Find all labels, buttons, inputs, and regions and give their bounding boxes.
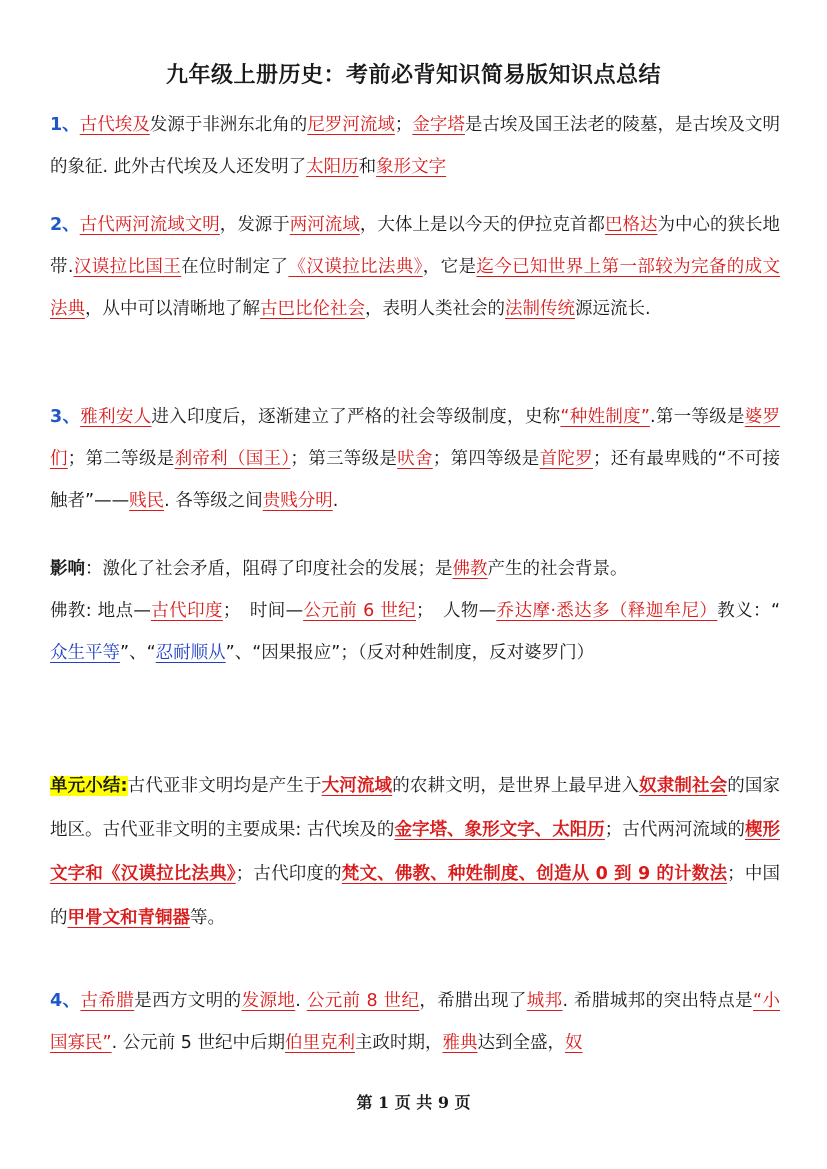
text: ，从中可以清晰地了解 [85, 299, 260, 319]
text: . [295, 991, 307, 1011]
term: 佛教 [452, 559, 488, 579]
text: 教义：“ [717, 601, 781, 621]
term: 发源地 [241, 991, 296, 1011]
term: 太阳历 [306, 157, 359, 177]
text: 主政时期， [354, 1033, 443, 1053]
text: ；古代印度的 [235, 864, 342, 884]
text: ； 人物— [416, 601, 497, 621]
text: ，大体上是以今天的伊拉克首都 [359, 215, 605, 235]
item-number: 4、 [50, 991, 81, 1011]
text: 是古埃及国王法老的陵墓，是古埃及文明的象征. 此外古代埃及人还发明了 [50, 115, 781, 177]
term: 首陀罗 [539, 449, 593, 469]
text: 产生的社会背景。 [487, 559, 628, 579]
term: 尼罗河流域 [307, 115, 395, 135]
term: 古希腊 [80, 991, 135, 1011]
term: 吠舍 [397, 449, 433, 469]
term: 乔达摩·悉达多（释迦牟尼） [496, 601, 718, 621]
text: ，发源于 [219, 215, 290, 235]
term: 公元前 8 世纪 [306, 991, 420, 1011]
term: 两河流域 [289, 215, 360, 235]
term: 象形文字 [376, 157, 447, 177]
term: 城邦 [526, 991, 563, 1011]
term: 汉谟拉比国王 [73, 257, 182, 277]
paragraph-influence [50, 548, 780, 590]
text: ；还有最卑贱的“不可接触者”—— [50, 449, 780, 511]
term: 古代埃及 [79, 115, 150, 135]
doctrine-term: 忍耐顺从 [155, 643, 226, 663]
paragraph-mesopotamia [50, 204, 780, 330]
text: ；古代两河流域的 [604, 820, 745, 840]
text: ，它是 [422, 257, 477, 277]
text: . 公元前 5 世纪中后期 [111, 1033, 285, 1053]
paragraph-greece [50, 980, 780, 1064]
term: “种姓制度” [560, 407, 650, 427]
term: 贱民 [129, 491, 165, 511]
text: . 各等级之间 [164, 491, 263, 511]
term: 古巴比伦社会 [260, 299, 365, 319]
term: 奴 [564, 1033, 583, 1053]
term: 楔形文字和《汉谟拉比法典》 [50, 820, 781, 884]
term: 婆罗们 [50, 407, 781, 469]
text: 和 [358, 157, 377, 177]
term: 刹帝利（国王） [174, 449, 291, 469]
term: 伯里克利 [284, 1033, 355, 1053]
item-number: 2、 [50, 215, 80, 235]
text: ”、“ [120, 643, 156, 663]
text: 进入印度后，逐渐建立了严格的社会等级制度，史称 [151, 407, 561, 427]
text: 古代亚非文明均是产生于 [127, 776, 322, 796]
term: 迄今已知世界上第一部较为完备的成文法典 [50, 257, 781, 319]
text: 佛教: 地点— [50, 601, 151, 621]
term: 甲骨文和青铜器 [67, 908, 190, 928]
term: 雅典 [442, 1033, 478, 1053]
paragraph-india [50, 396, 780, 522]
term: 大河流域 [321, 776, 393, 796]
influence-label: 影响 [50, 559, 85, 579]
paragraph-buddhism [50, 590, 780, 674]
term: 巴格达 [604, 215, 658, 235]
text: . [332, 491, 339, 511]
doctrine-term: 众生平等 [50, 643, 120, 663]
text: 源远流长. [575, 299, 651, 319]
text: 的国家地区。古代亚非文明的主要成果: 古代埃及的 [50, 776, 781, 840]
text: 等。 [190, 908, 225, 928]
term: 梵文、佛教、种姓制度、创造从 0 到 9 的计数法 [341, 864, 728, 884]
text: 的农耕文明，是世界上最早进入 [392, 776, 640, 796]
text: ，表明人类社会的 [365, 299, 505, 319]
term: 奴隶制社会 [639, 776, 728, 796]
term: 贵贱分明 [262, 491, 333, 511]
text: 在位时制定了 [181, 257, 289, 277]
text: ；第二等级是 [67, 449, 175, 469]
term: “小国寡民” [50, 991, 781, 1053]
text: 是西方文明的 [134, 991, 242, 1011]
text: ； 时间— [222, 601, 304, 621]
text: 达到全盛， [477, 1033, 565, 1053]
text: ，希腊出现了 [419, 991, 527, 1011]
term: 法制传统 [505, 299, 575, 319]
item-number: 3、 [50, 407, 81, 427]
text: 为中心的狭长地带. [50, 215, 781, 277]
unit-summary-label: 单元小结: [50, 776, 128, 796]
paragraph-unit-summary [50, 764, 780, 940]
text: ；第三等级是 [290, 449, 398, 469]
text: 发源于非洲东北角的 [149, 115, 308, 135]
page-footer: 第 1 页 共 9 页 [356, 1093, 471, 1112]
text: ；第四等级是 [432, 449, 540, 469]
term: 古代两河流域文明 [79, 215, 220, 235]
term: 公元前 6 世纪 [303, 601, 416, 621]
text: ；中国的 [50, 864, 780, 928]
term: 金字塔 [412, 115, 465, 135]
text: ； [394, 115, 413, 135]
term: 雅利安人 [80, 407, 152, 427]
term: 金字塔、象形文字、太阳历 [394, 820, 605, 840]
paragraph-egypt [50, 104, 780, 188]
term: 《汉谟拉比法典》 [288, 257, 423, 277]
page-title: 九年级上册历史：考前必背知识简易版知识点总结 [165, 62, 661, 88]
text: . 希腊城邦的突出特点是 [562, 991, 754, 1011]
text: ”、“因果报应”；（反对种姓制度，反对婆罗门） [225, 643, 595, 663]
text: ：激化了社会矛盾，阻碍了印度社会的发展；是 [85, 559, 453, 579]
term: 古代印度 [150, 601, 223, 621]
text: .第一等级是 [649, 407, 745, 427]
item-number: 1、 [50, 115, 80, 135]
